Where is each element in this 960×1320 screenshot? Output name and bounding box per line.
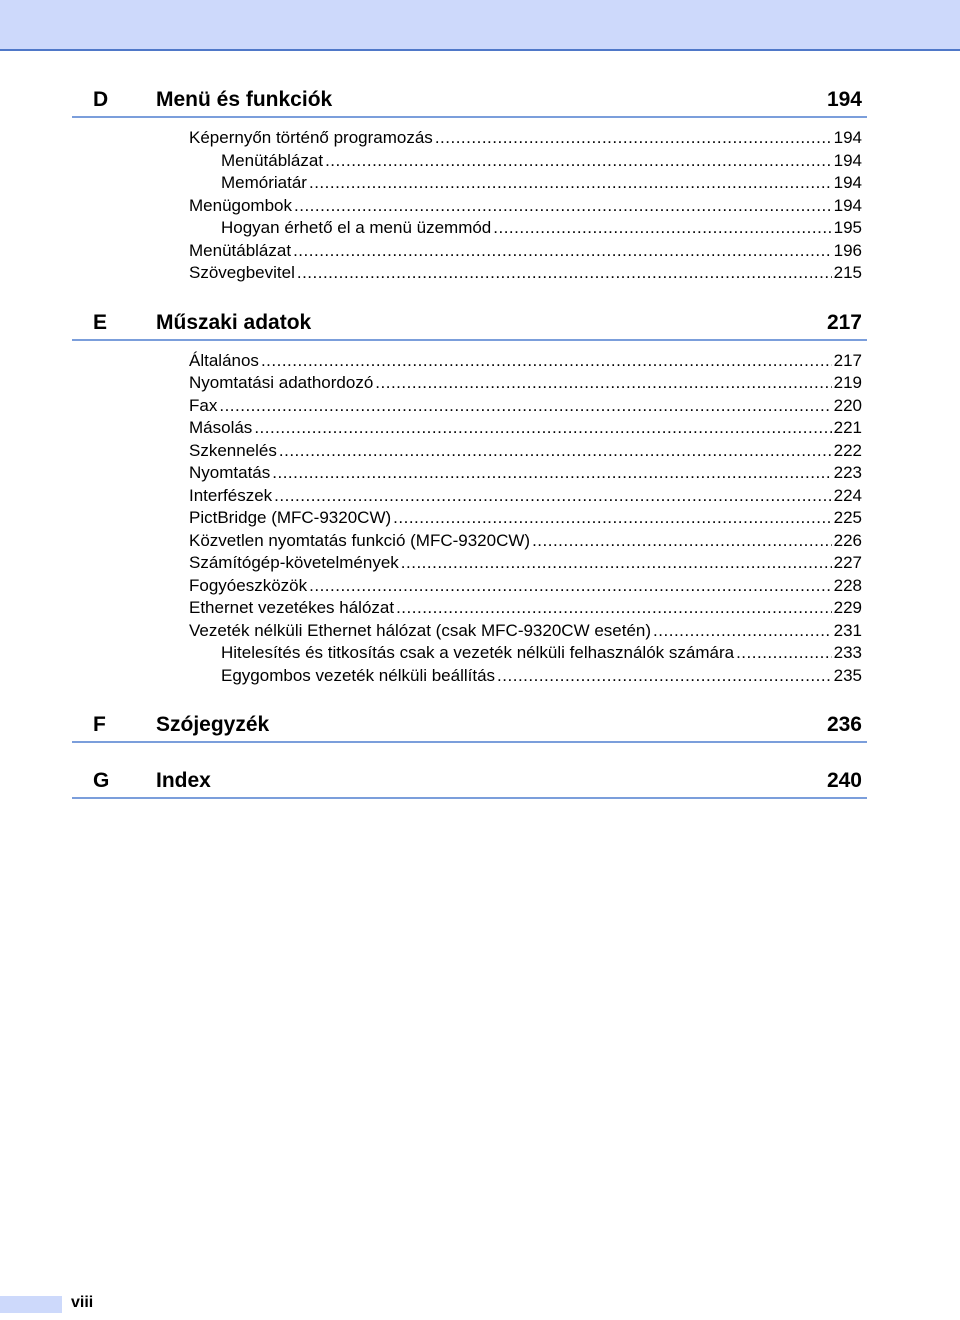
toc-entry[interactable] <box>72 575 867 598</box>
toc-entry[interactable] <box>72 620 867 643</box>
toc-entry-label: Hitelesítés és titkosítás csak a vezeték nélküli felhasználók számára <box>221 643 735 662</box>
toc-entry[interactable] <box>72 127 867 150</box>
toc-entry-page: 229 <box>833 598 862 617</box>
chapter-e <box>72 307 867 688</box>
chapter-page-number: 240 <box>826 769 862 792</box>
chapter-d <box>72 84 867 285</box>
header-band <box>0 0 960 51</box>
toc-entry-label: Nyomtatási adathordozó <box>189 373 374 392</box>
chapter-heading[interactable] <box>72 307 867 341</box>
dot-leader <box>375 372 831 395</box>
toc-entry-page: 219 <box>833 373 862 392</box>
toc-entry-page: 233 <box>833 643 862 662</box>
toc-entry[interactable] <box>72 217 867 240</box>
toc-entry-label: PictBridge (MFC-9320CW) <box>189 508 392 527</box>
toc-entry[interactable] <box>72 462 867 485</box>
dot-leader <box>309 575 832 598</box>
toc-entry-page: 220 <box>833 395 862 415</box>
chapter-heading[interactable] <box>72 709 867 743</box>
toc-entry-page: 228 <box>833 575 862 595</box>
dot-leader <box>297 262 832 285</box>
dot-leader <box>261 350 832 373</box>
toc-entry[interactable] <box>72 150 867 173</box>
toc-entry-page: 222 <box>833 440 862 460</box>
toc-entry[interactable] <box>72 195 867 218</box>
table-of-contents <box>72 84 867 821</box>
toc-entry-label: Vezeték nélküli Ethernet hálózat (csak MFC-9320CW esetén) <box>189 620 652 640</box>
toc-entry-page: 194 <box>833 150 862 170</box>
chapter-f <box>72 709 867 743</box>
toc-entry-list <box>72 118 867 285</box>
dot-leader <box>274 485 831 508</box>
toc-entry[interactable] <box>72 372 867 395</box>
toc-entry-page: 196 <box>833 240 862 260</box>
dot-leader <box>219 395 831 418</box>
toc-entry-label: Menütáblázat <box>189 240 292 260</box>
toc-entry-page: 194 <box>833 195 862 215</box>
toc-entry-page: 227 <box>833 553 862 572</box>
toc-entry-page: 194 <box>833 128 862 147</box>
toc-entry-page: 225 <box>833 508 862 527</box>
toc-entry-label: Fogyóeszközök <box>189 575 308 595</box>
toc-entry-page: 224 <box>833 485 862 505</box>
chapter-page-number: 236 <box>826 713 862 736</box>
toc-entry-label: Képernyőn történő programozás <box>189 128 433 147</box>
dot-leader <box>294 195 832 218</box>
dot-leader <box>309 172 832 195</box>
toc-entry-label: Közvetlen nyomtatás funkció (MFC-9320CW) <box>189 530 531 550</box>
toc-entry-label: Hogyan érhető el a menü üzemmód <box>221 218 492 237</box>
chapter-title: Műszaki adatok <box>156 310 312 334</box>
chapter-letter: F <box>93 713 106 736</box>
toc-entry-label: Nyomtatás <box>189 463 271 482</box>
dot-leader <box>497 665 832 688</box>
toc-entry-label: Ethernet vezetékes hálózat <box>189 598 395 617</box>
dot-leader <box>293 240 832 263</box>
dot-leader <box>393 507 831 530</box>
footer-page-number: viii <box>71 1294 94 1311</box>
toc-entry-label: Menügombok <box>189 195 293 215</box>
dot-leader <box>396 597 832 620</box>
chapter-title: Szójegyzék <box>156 713 270 736</box>
toc-entry[interactable] <box>72 350 867 373</box>
toc-entry-page: 215 <box>833 263 862 282</box>
chapter-heading[interactable] <box>72 765 867 799</box>
chapter-heading[interactable] <box>72 84 867 118</box>
dot-leader <box>254 417 831 440</box>
toc-entry[interactable] <box>72 485 867 508</box>
toc-entry[interactable] <box>72 642 867 665</box>
dot-leader <box>736 642 832 665</box>
dot-leader <box>401 552 832 575</box>
toc-entry[interactable] <box>72 665 867 688</box>
chapter-title: Index <box>156 769 211 792</box>
toc-entry-page: 195 <box>833 218 862 237</box>
toc-entry-page: 226 <box>833 530 862 550</box>
toc-entry-list <box>72 341 867 688</box>
toc-entry-label: Számítógép-követelmények <box>189 553 399 572</box>
toc-entry[interactable] <box>72 240 867 263</box>
chapter-page-number: 194 <box>826 88 862 111</box>
toc-entry[interactable] <box>72 262 867 285</box>
toc-entry-page: 194 <box>833 173 862 192</box>
chapter-page-number: 217 <box>826 310 862 334</box>
toc-entry-page: 223 <box>833 463 862 482</box>
dot-leader <box>279 440 832 463</box>
toc-entry-label: Interfészek <box>189 485 273 505</box>
toc-entry-page: 217 <box>833 350 862 370</box>
toc-entry-label: Szövegbevitel <box>189 263 295 282</box>
chapter-letter: D <box>93 88 109 111</box>
dot-leader <box>493 217 831 240</box>
toc-entry-label: Másolás <box>189 418 253 437</box>
toc-entry-label: Menütáblázat <box>221 150 324 170</box>
toc-entry-label: Szkennelés <box>189 440 277 460</box>
chapter-letter: E <box>93 310 108 334</box>
toc-entry-label: Egygombos vezeték nélküli beállítás <box>221 665 496 685</box>
toc-entry[interactable] <box>72 530 867 553</box>
toc-entry-label: Általános <box>189 350 259 370</box>
dot-leader <box>272 462 831 485</box>
dot-leader <box>325 150 832 173</box>
toc-entry[interactable] <box>72 440 867 463</box>
toc-entry-page: 231 <box>833 620 862 640</box>
toc-entry[interactable] <box>72 417 867 440</box>
dot-leader <box>435 127 832 150</box>
chapter-title: Menü és funkciók <box>156 88 333 111</box>
chapter-letter: G <box>93 769 110 792</box>
toc-entry-label: Memóriatár <box>221 173 307 192</box>
footer-band <box>0 1296 62 1313</box>
toc-entry[interactable] <box>72 507 867 530</box>
toc-entry[interactable] <box>72 395 867 418</box>
toc-entry-label: Fax <box>189 395 218 415</box>
toc-entry[interactable] <box>72 597 867 620</box>
dot-leader <box>532 530 832 553</box>
chapter-g <box>72 765 867 799</box>
toc-entry-page: 221 <box>833 418 862 437</box>
toc-entry[interactable] <box>72 172 867 195</box>
dot-leader <box>653 620 832 643</box>
toc-entry[interactable] <box>72 552 867 575</box>
toc-entry-page: 235 <box>833 665 862 685</box>
